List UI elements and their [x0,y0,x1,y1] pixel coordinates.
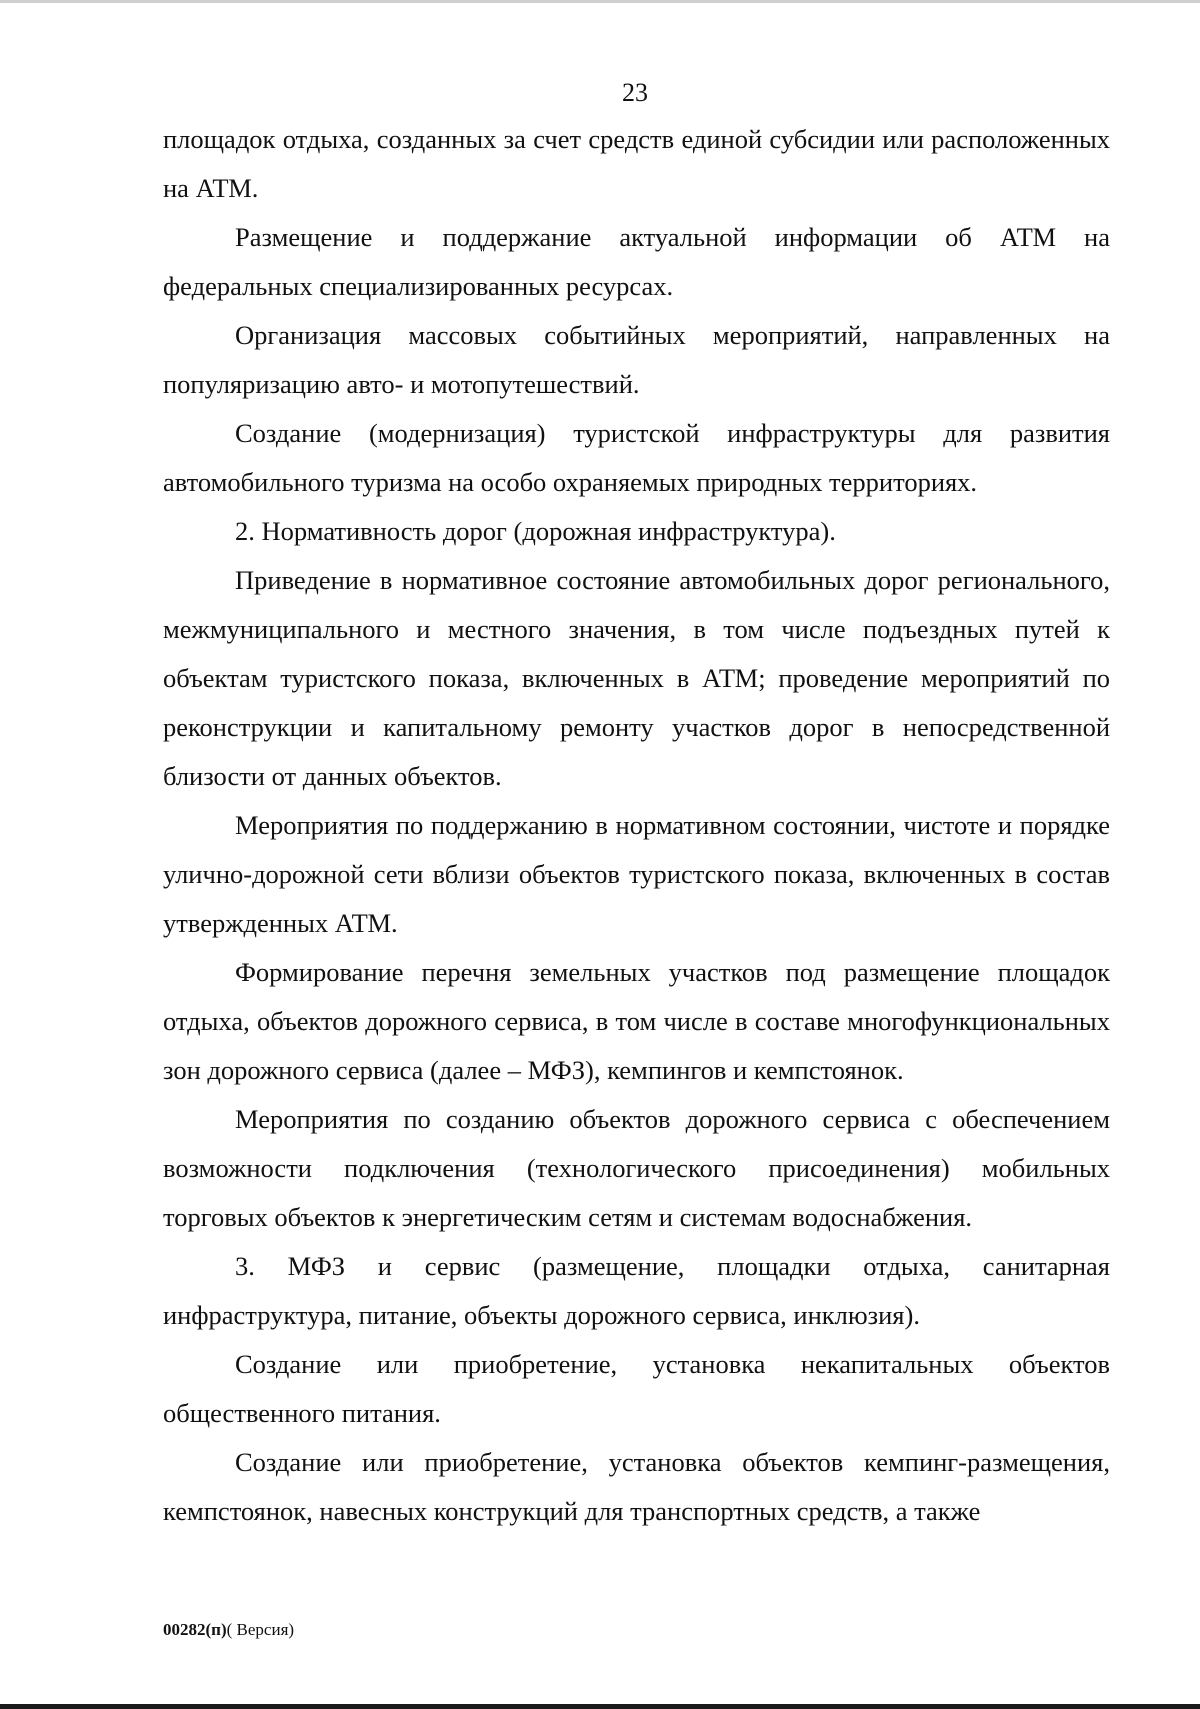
paragraph-11: Создание или приобретение, установка некапитальных объектов общественного питания. [163,1349,1110,1428]
paragraph-8: Формирование перечня земельных участков под размещение площадок отдыха, объектов дорожного сервиса, в том числе в составе многофункциональных зон дорожного сервиса (далее – МФЗ), кемпингов и кемпстоянок. [163,957,1110,1085]
footer-version: ( Версия) [226,1620,295,1639]
footer-code: 00282(п) [163,1620,227,1639]
scan-edge-top [0,0,1200,3]
paragraph-6: Приведение в нормативное состояние автомобильных дорог регионального, межмуниципального и местного значения, в том числе подъездных путей к объектам туристского показа, включенных в АТМ; проведение мероприятий по реконструкции и капитальному ремонту участков дорог в непосредственной близости от данных объектов. [163,565,1110,791]
paragraph-3: Организация массовых событийных мероприятий, направленных на популяризацию авто- и мотопутешествий. [163,320,1110,399]
paragraph-4: Создание (модернизация) туристской инфраструктуры для развития автомобильного туризма на особо охраняемых природных территориях. [163,418,1110,497]
paragraph-1: площадок отдыха, созданных за счет средств единой субсидии или расположенных на АТМ. [163,124,1110,203]
section-heading-2: 2. Нормативность дорог (дорожная инфраструктура). [235,516,836,546]
paragraph-7: Мероприятия по поддержанию в нормативном состоянии, чистоте и порядке улично-дорожной сети вблизи объектов туристского показа, включенных в состав утвержденных АТМ. [163,810,1110,938]
footer-document-code [163,1620,294,1640]
document-body [163,115,1110,1536]
section-heading-3: 3. МФЗ и сервис (размещение, площадки отдыха, санитарная инфраструктура, питание, объекты дорожного сервиса, инклюзия). [163,1251,1110,1330]
paragraph-12: Создание или приобретение, установка объектов кемпинг-размещения, кемпстоянок, навесных конструкций для транспортных средств, а также [163,1447,1110,1526]
paragraph-9: Мероприятия по созданию объектов дорожного сервиса с обеспечением возможности подключения (технологического присоединения) мобильных торговых объектов к энергетическим сетям и системам водоснабжения. [163,1104,1110,1232]
scan-edge-bottom [0,1704,1200,1709]
paragraph-2: Размещение и поддержание актуальной информации об АТМ на федеральных специализированных ресурсах. [163,222,1110,301]
page-number: 23 [622,78,648,107]
